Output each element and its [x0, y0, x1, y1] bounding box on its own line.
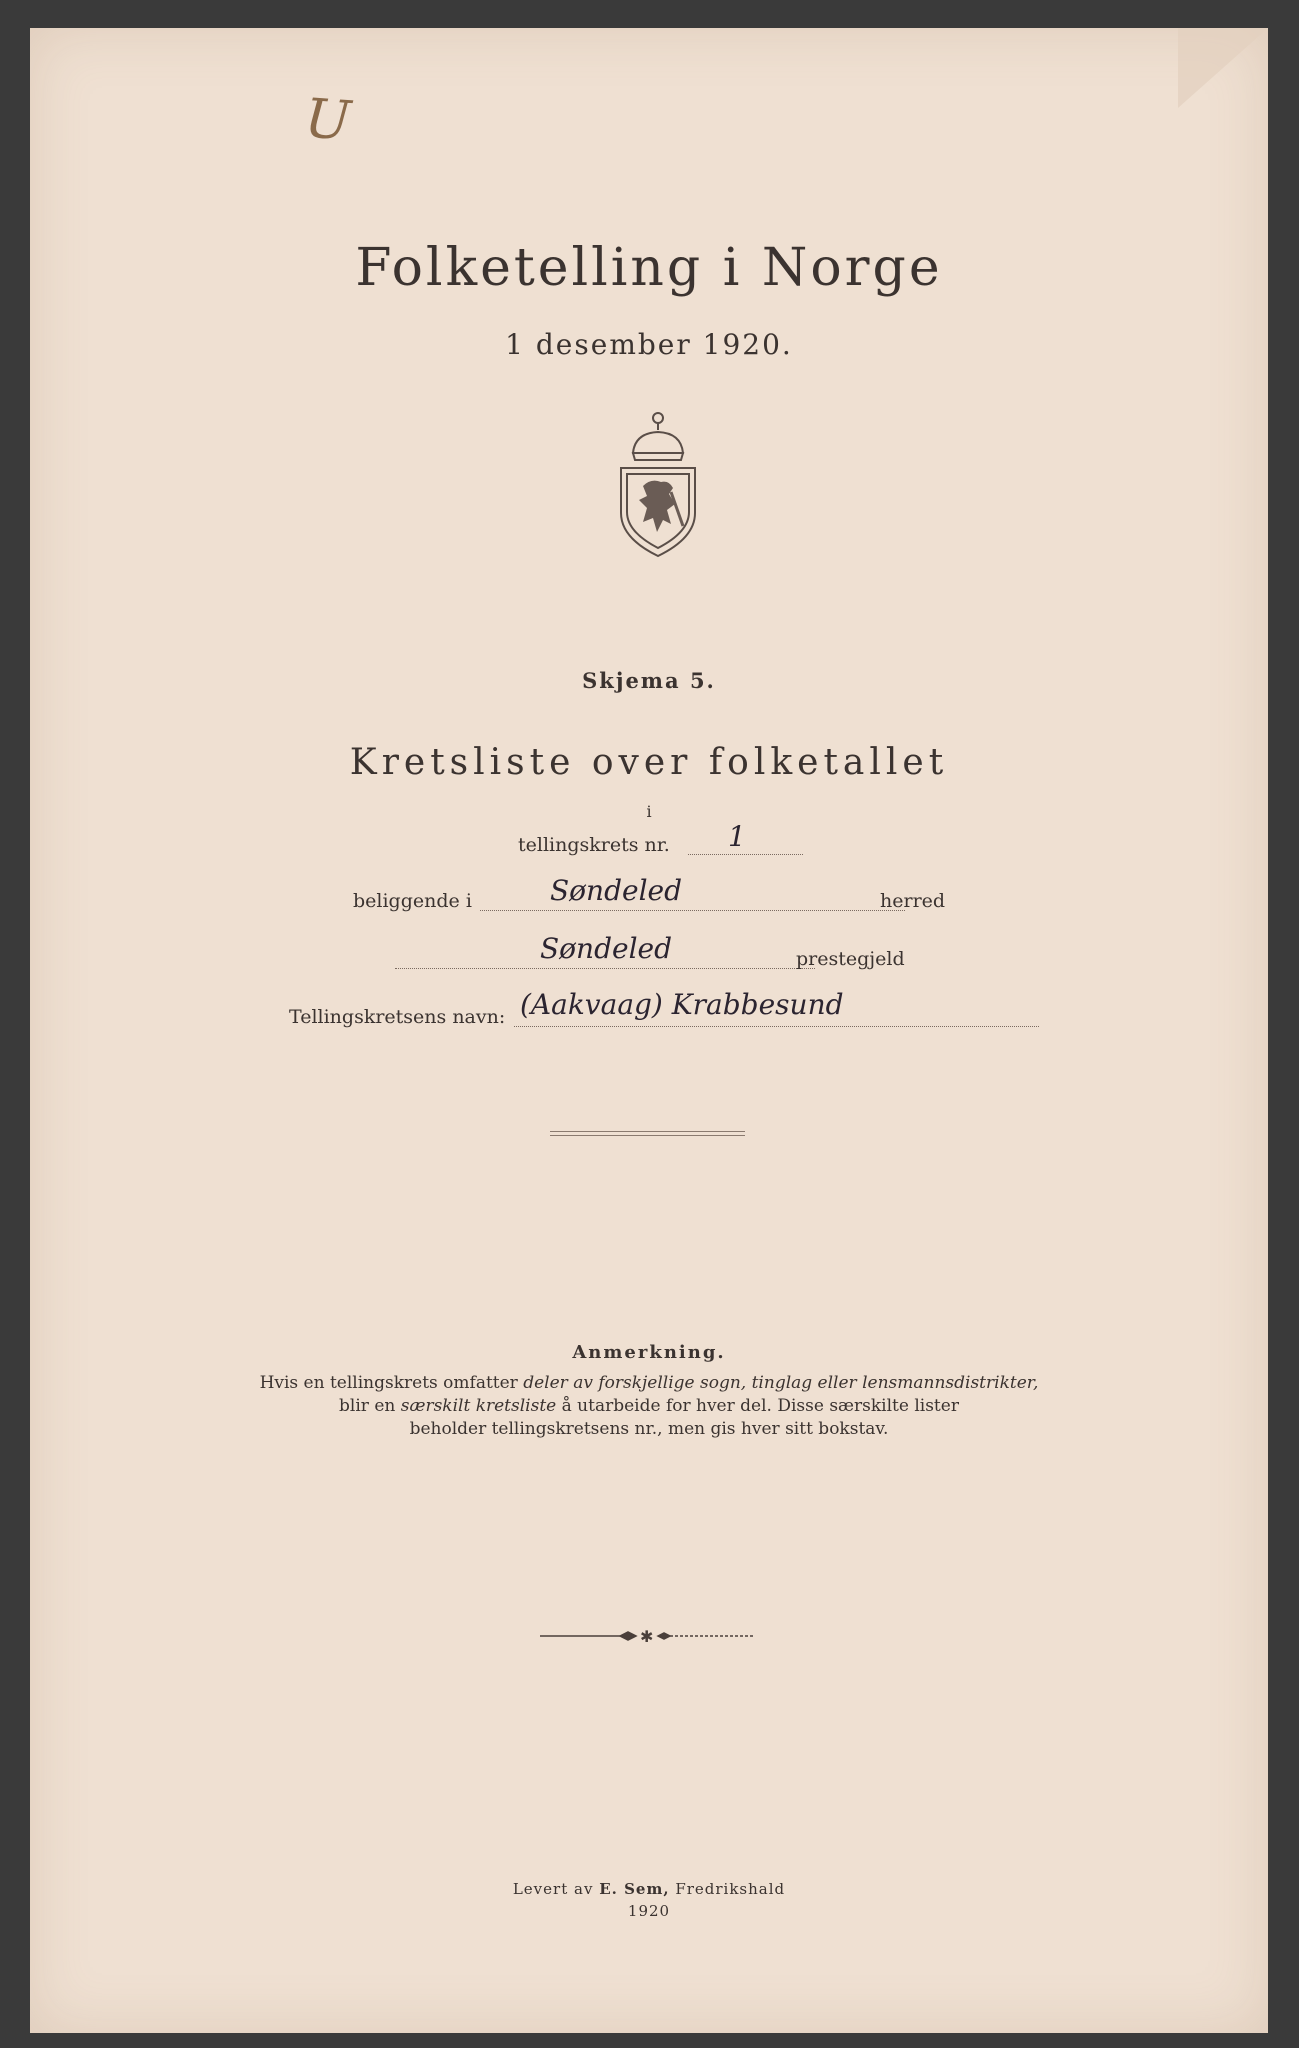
note-title: Anmerkning.	[572, 1342, 726, 1363]
krets-name-line	[514, 1026, 1039, 1027]
herred-value: Søndeled	[550, 874, 683, 907]
note-text	[30, 1372, 1268, 1441]
krets-number-line	[688, 854, 803, 855]
beliggende-label: beliggende i	[353, 890, 472, 912]
coat-of-arms-icon	[613, 408, 703, 558]
census-date: 1 desember 1920.	[505, 328, 793, 361]
corner-pencil-mark: U	[302, 86, 353, 153]
svg-text:✱: ✱	[640, 1627, 654, 1646]
page-title: Folketelling i Norge	[355, 238, 943, 298]
krets-name-value: (Aakvaag) Krabbesund	[520, 988, 844, 1021]
note-line-3: beholder tellingskretsens nr., men gis hver sitt bokstav.	[409, 1419, 889, 1439]
herred-label: herred	[880, 890, 946, 912]
krets-number-label: tellingskrets nr.	[518, 834, 670, 856]
note-line-2: blir en særskilt kretsliste å utarbeide for hver del. Disse særskilte lister	[339, 1396, 959, 1416]
divider-rule-top	[550, 1131, 745, 1132]
prestegjeld-line	[395, 968, 815, 969]
prestegjeld-label: prestegjeld	[796, 948, 905, 970]
schema-number: Skjema 5.	[582, 668, 716, 693]
divider-rule-bottom	[550, 1135, 745, 1136]
census-form-sheet	[30, 28, 1268, 2033]
printer-year: 1920	[627, 1902, 671, 1920]
krets-number-value: 1	[728, 820, 746, 853]
folded-corner	[1178, 28, 1268, 108]
printer-imprint	[30, 1878, 1268, 1922]
ornament-divider-icon	[540, 1626, 755, 1646]
herred-line	[480, 910, 905, 911]
form-subtitle: Kretsliste over folketallet	[349, 742, 949, 783]
printer-line-1: Levert av E. Sem, Fredrikshald	[512, 1880, 786, 1898]
krets-name-label: Tellingskretsens navn:	[289, 1006, 506, 1028]
prestegjeld-value: Søndeled	[540, 932, 673, 965]
note-line-1: Hvis en tellingskrets omfatter deler av forskjellige sogn, tinglag eller lensmannsdistrikter,	[259, 1373, 1039, 1393]
connector-word: i	[646, 802, 652, 821]
